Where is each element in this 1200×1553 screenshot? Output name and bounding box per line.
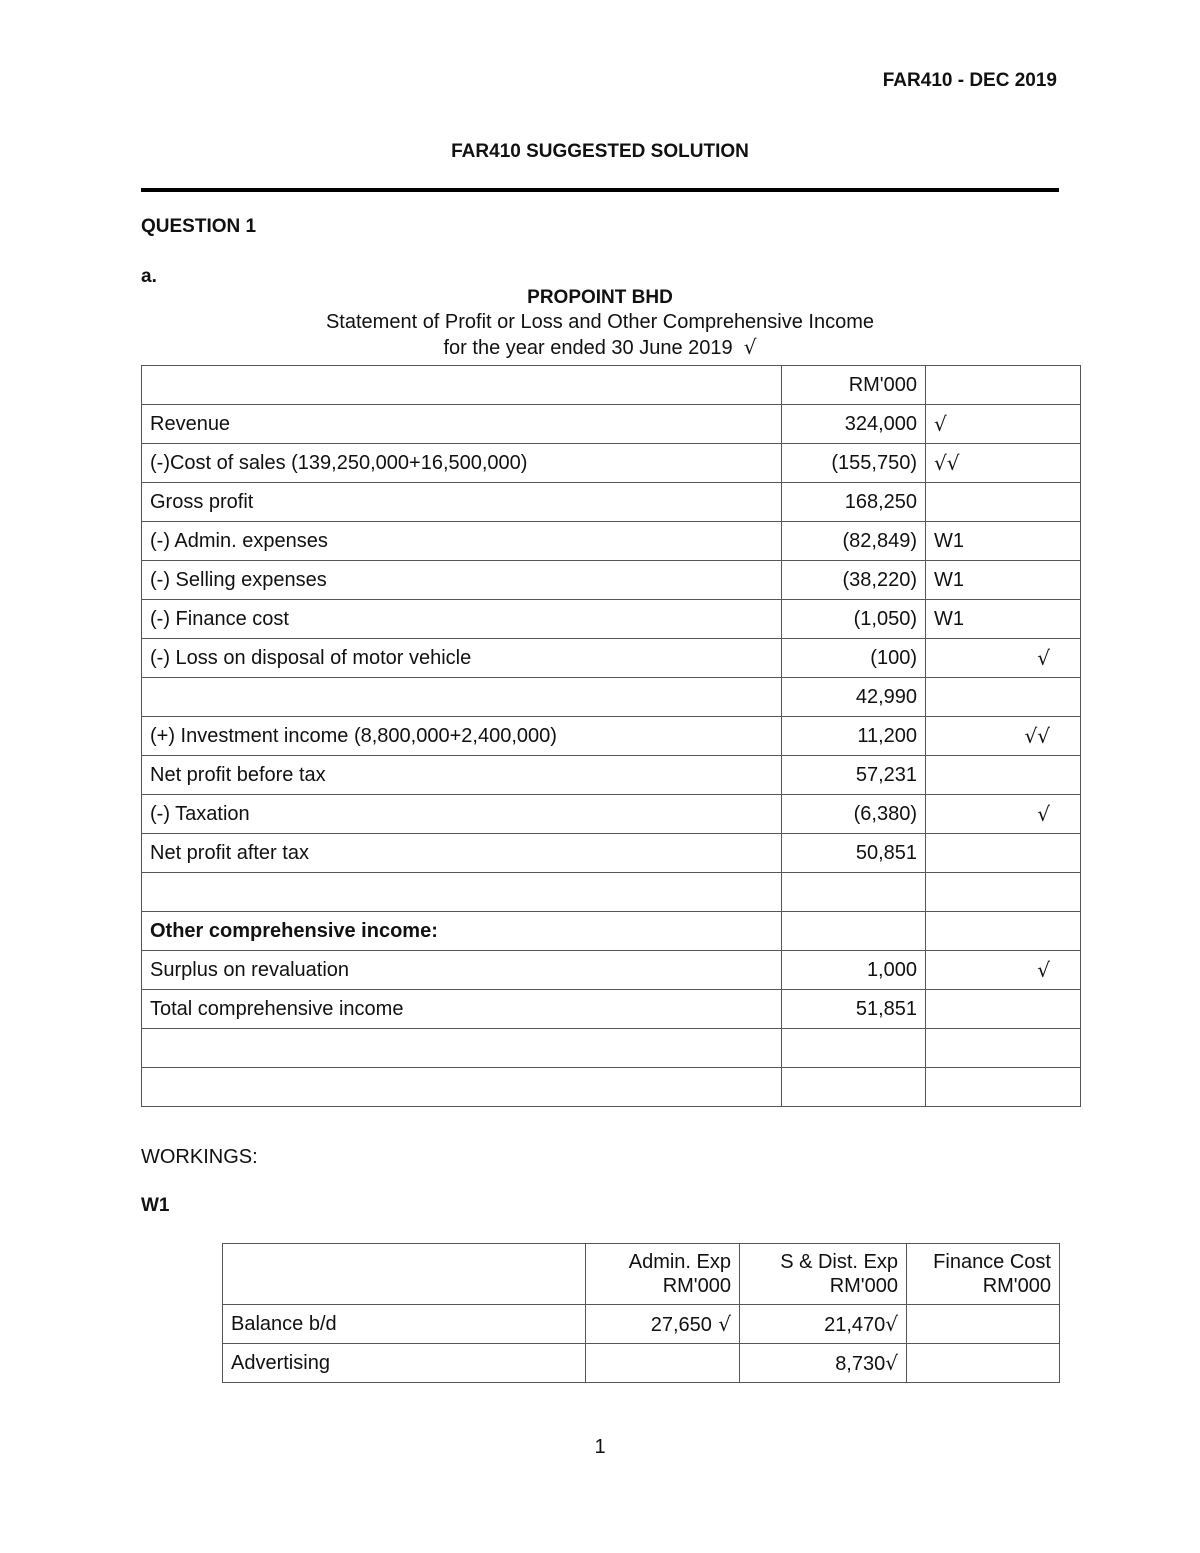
row-reference: W1 [926, 600, 1081, 639]
table-row [142, 912, 1081, 951]
column-unit: RM'000 [982, 1275, 1051, 1297]
row-amount: (1,050) [782, 600, 926, 639]
row-label: Revenue [142, 405, 782, 444]
table-row [142, 873, 1081, 912]
column-unit: RM'000 [829, 1275, 898, 1297]
w1-row-label [223, 1305, 586, 1344]
check-mark-icon: √ [926, 795, 1081, 834]
statement-period-text: for the year ended 30 June 2019 [443, 337, 733, 359]
w1-table [222, 1243, 1060, 1383]
row-amount: 57,231 [782, 756, 926, 795]
row-label [142, 678, 782, 717]
w1-amount [740, 1344, 907, 1383]
row-label: (+) Investment income (8,800,000+2,400,000) [142, 717, 782, 756]
row-reference [926, 834, 1081, 873]
check-mark-icon: √ [926, 951, 1081, 990]
cell-value: Balance b/d [231, 1312, 337, 1335]
row-label: Other comprehensive income: [142, 912, 782, 951]
check-mark-icon: √ [885, 1350, 898, 1375]
row-label: Surplus on revaluation [142, 951, 782, 990]
row-reference [926, 873, 1081, 912]
row-label: (-) Admin. expenses [142, 522, 782, 561]
table-row [142, 483, 1081, 522]
table-cell [142, 366, 782, 405]
page-number: 1 [594, 1436, 606, 1458]
row-reference: W1 [926, 522, 1081, 561]
row-label: Net profit after tax [142, 834, 782, 873]
row-amount: (155,750) [782, 444, 926, 483]
table-row [142, 444, 1081, 483]
row-reference [926, 483, 1081, 522]
w1-amount [740, 1305, 907, 1344]
table-header-row [142, 366, 1081, 405]
check-mark-icon: √ [743, 335, 757, 359]
cell-value: 27,650 [650, 1313, 712, 1336]
row-label: (-)Cost of sales (139,250,000+16,500,000) [142, 444, 782, 483]
table-row [142, 990, 1081, 1029]
workings-heading: WORKINGS: [141, 1146, 258, 1168]
row-amount [782, 873, 926, 912]
row-label: (-) Finance cost [142, 600, 782, 639]
w1-amount [907, 1344, 1060, 1383]
table-row [142, 717, 1081, 756]
row-amount [782, 1068, 926, 1107]
row-label [142, 873, 782, 912]
row-reference [926, 756, 1081, 795]
row-amount: 42,990 [782, 678, 926, 717]
row-label: Total comprehensive income [142, 990, 782, 1029]
row-amount: 51,851 [782, 990, 926, 1029]
cell-value: Advertising [231, 1351, 330, 1374]
check-mark-icon: √√ [926, 444, 1081, 483]
w1-amount [586, 1344, 740, 1383]
w1-label: W1 [141, 1195, 170, 1216]
row-amount: 11,200 [782, 717, 926, 756]
unit-header: RM'000 [782, 366, 926, 405]
check-mark-icon: √ [926, 639, 1081, 678]
statement-period [0, 335, 1200, 360]
row-amount: (38,220) [782, 561, 926, 600]
table-row [142, 561, 1081, 600]
cell-value: 8,730 [835, 1352, 886, 1375]
table-row [142, 678, 1081, 717]
table-row [142, 795, 1081, 834]
w1-row [223, 1344, 1060, 1383]
row-label [142, 1068, 782, 1107]
table-row [142, 522, 1081, 561]
table-row [142, 756, 1081, 795]
table-row [142, 639, 1081, 678]
row-amount: (100) [782, 639, 926, 678]
table-row [142, 951, 1081, 990]
document-title: FAR410 SUGGESTED SOLUTION [451, 141, 749, 162]
w1-row [223, 1305, 1060, 1344]
row-reference [926, 1029, 1081, 1068]
row-amount: 324,000 [782, 405, 926, 444]
table-row [142, 834, 1081, 873]
row-label [142, 1029, 782, 1068]
row-reference [926, 1068, 1081, 1107]
table-row [142, 1029, 1081, 1068]
check-mark-icon: √ [885, 1311, 898, 1336]
row-label: (-) Selling expenses [142, 561, 782, 600]
check-mark-icon: √ [926, 405, 1081, 444]
row-reference [926, 678, 1081, 717]
table-cell [926, 366, 1081, 405]
row-label: Net profit before tax [142, 756, 782, 795]
row-amount [782, 1029, 926, 1068]
row-amount: (82,849) [782, 522, 926, 561]
w1-col-finance [907, 1244, 1060, 1305]
row-reference [926, 990, 1081, 1029]
w1-row-label [223, 1344, 586, 1383]
row-amount: (6,380) [782, 795, 926, 834]
w1-header-row [223, 1244, 1060, 1305]
w1-amount [586, 1305, 740, 1344]
company-name: PROPOINT BHD [527, 287, 673, 308]
w1-col-admin [586, 1244, 740, 1305]
row-amount: 1,000 [782, 951, 926, 990]
row-label: (-) Loss on disposal of motor vehicle [142, 639, 782, 678]
row-amount: 50,851 [782, 834, 926, 873]
title-divider [141, 188, 1059, 192]
row-amount: 168,250 [782, 483, 926, 522]
w1-col-sdist [740, 1244, 907, 1305]
cell-value: 21,470 [824, 1313, 886, 1336]
row-amount [782, 912, 926, 951]
statement-title: Statement of Profit or Loss and Other Comprehensive Income [325, 311, 875, 333]
question-heading: QUESTION 1 [141, 216, 257, 237]
column-unit: RM'000 [662, 1275, 731, 1297]
row-label: Gross profit [142, 483, 782, 522]
table-row [142, 1068, 1081, 1107]
column-name: S & Dist. Exp [780, 1251, 898, 1273]
row-label: (-) Taxation [142, 795, 782, 834]
document-code: FAR410 - DEC 2019 [882, 70, 1057, 91]
table-row [142, 600, 1081, 639]
table-cell [223, 1244, 586, 1305]
part-label: a. [141, 266, 157, 287]
column-name: Finance Cost [933, 1251, 1051, 1273]
row-reference [926, 912, 1081, 951]
check-mark-icon: √√ [926, 717, 1081, 756]
row-reference: W1 [926, 561, 1081, 600]
check-mark-icon: √ [711, 1311, 731, 1336]
w1-amount [907, 1305, 1060, 1344]
column-name: Admin. Exp [628, 1251, 731, 1273]
profit-loss-table [141, 365, 1081, 1107]
table-row [142, 405, 1081, 444]
